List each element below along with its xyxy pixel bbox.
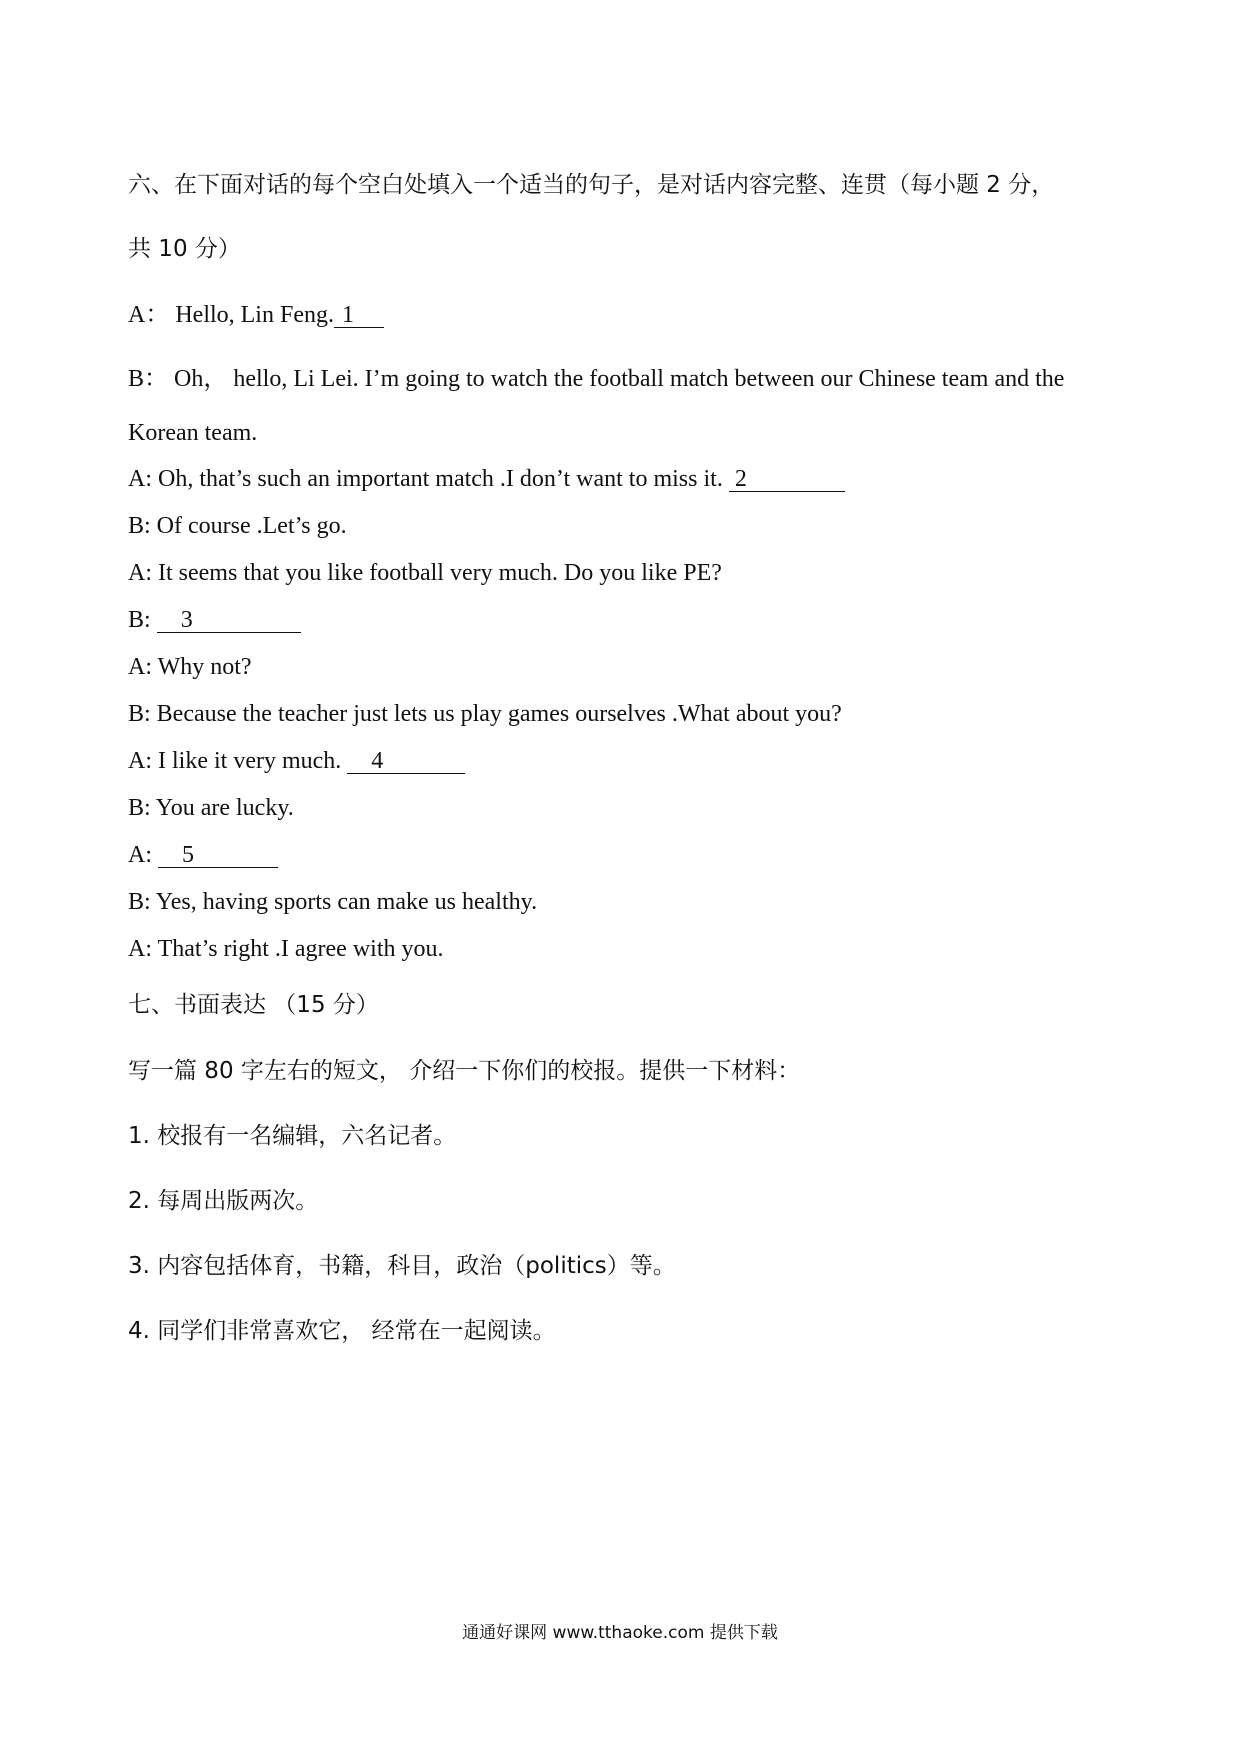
section6-heading-line2: 共 10 分）: [128, 236, 241, 262]
dialogue-line-6: A: It seems that you like football very much. Do you like PE?: [128, 560, 722, 586]
dialogue-line-9: B: Because the teacher just lets us play games ourselves .What about you?: [128, 701, 842, 727]
dialogue-line-2: B： Oh， hello, Li Lei. I’m going to watch the football match between our Chinese team and the: [128, 366, 1065, 392]
page-footer: 通通好课网 www.tthaoke.com 提供下载: [462, 1623, 778, 1643]
answer-blank-3[interactable]: 3: [157, 608, 301, 633]
section7-item-2: 2. 每周出版两次。: [128, 1188, 319, 1214]
dialogue-line-8: A: Why not?: [128, 654, 252, 680]
section7-instruction: 写一篇 80 字左右的短文， 介绍一下你们的校报。提供一下材料：: [128, 1058, 801, 1084]
dialogue-line-4: [128, 464, 845, 494]
answer-blank-2[interactable]: 2: [729, 467, 845, 492]
dialogue-text: A: Oh, that’s such an important match .I don’t want to miss it.: [128, 466, 729, 492]
dialogue-line-12: [128, 840, 278, 870]
dialogue-line-14: A: That’s right .I agree with you.: [128, 936, 444, 962]
dialogue-text: A: I like it very much.: [128, 748, 348, 774]
dialogue-text: A： Hello, Lin Feng.: [128, 302, 334, 328]
section7-item-1: 1. 校报有一名编辑，六名记者。: [128, 1123, 457, 1149]
answer-blank-4[interactable]: 4: [347, 749, 465, 774]
dialogue-text: A:: [128, 842, 158, 868]
section6-heading-line1: 六、在下面对话的每个空白处填入一个适当的句子，是对话内容完整、连贯（每小题 2 分，: [128, 172, 1055, 198]
answer-blank-5[interactable]: 5: [158, 843, 278, 868]
dialogue-line-10: [128, 746, 465, 776]
section7-heading: 七、书面表达 （15 分）: [128, 992, 379, 1018]
dialogue-line-7: [128, 605, 301, 635]
answer-blank-1[interactable]: 1: [334, 303, 384, 328]
dialogue-line-3: Korean team.: [128, 420, 258, 446]
dialogue-line-5: B: Of course .Let’s go.: [128, 513, 347, 539]
dialogue-line-13: B: Yes, having sports can make us healthy.: [128, 889, 538, 915]
dialogue-line-11: B: You are lucky.: [128, 795, 294, 821]
section7-item-4: 4. 同学们非常喜欢它， 经常在一起阅读。: [128, 1318, 556, 1344]
section7-item-3: 3. 内容包括体育，书籍，科目，政治（politics）等。: [128, 1253, 676, 1279]
dialogue-text: B:: [128, 607, 157, 633]
dialogue-line-1: [128, 300, 384, 330]
